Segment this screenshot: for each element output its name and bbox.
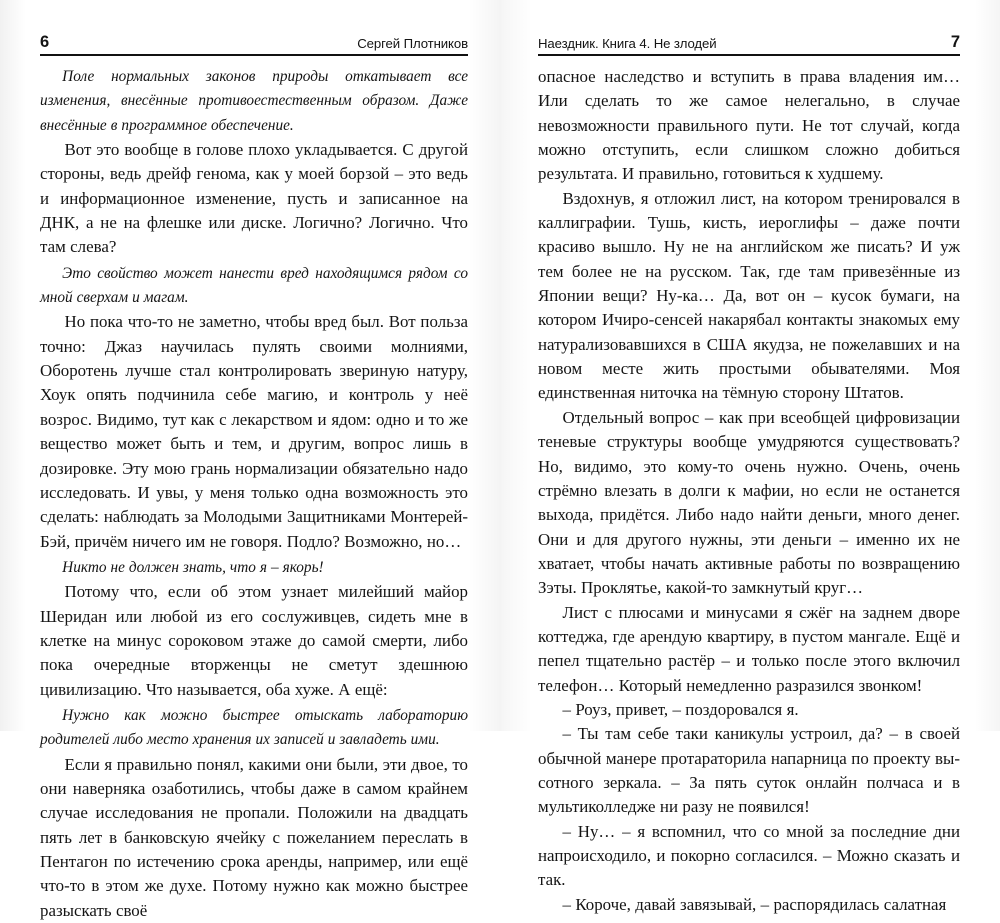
left-running-head	[40, 0, 468, 56]
left-page-body	[40, 56, 468, 923]
paragraph: Это свойство может нанести вред находящимся рядом со мной сверхам и магам.	[40, 264, 468, 307]
paragraph: Если я правильно понял, какими они были, эти двое, то они наверняка озаботились, чтобы даже в самом крайнем случае исследования не пропали. Положили на двадцать пять лет в банковскую ячейку с пожеланием переслать в Пентагон по истечению срока аренды, например, или ещё что-то в этом же духе. Потому нужно как можно быстрее разыскать своё	[40, 754, 468, 920]
paragraph: Лист с плюсами и минусами я сжёг на заднем дворе коттеджа, где арендую квартиру, в пустом мангале. Ещё и пепел тщательно растёр – и только после этого включил телефон… Который немедленно разразился звонком!	[538, 602, 960, 695]
right-page-folio: 7	[950, 32, 960, 51]
right-page	[500, 0, 1000, 914]
paragraph: Но пока что-то не заметно, чтобы вред был. Вот польза точно: Джаз научилась пулять своими молниями, Оборотень лучше стал контролировать звериную натуру, Хоук опять подчинила себе магию, и контроль у неё возрос. Видимо, тут как с лекарством и ядом: одно и то же вещество может быть и тем, и другим, вопрос лишь в дозировке. Эту мою грань нормализации обязательно надо исследовать. И увы, у меня только одна возможность это сделать: наблюдать за Молодыми Защитниками Монтерей-Бэй, причём ничего им не говоря. Подло? Возможно, но…	[40, 312, 468, 551]
paragraph: Никто не должен знать, что я – якорь!	[62, 558, 324, 576]
paragraph: опасное наследство и вступить в права владения им… Или сделать то же самое нелегально, в случае невозможности правильного пути. Не тот случай, когда можно отступить, если слишком сложно добиться результата. И правильно, готовиться к худшему.	[538, 67, 960, 184]
left-running-head-title: Сергей Плотников	[357, 35, 468, 51]
paragraph: – Ну… – я вспомнил, что со мной за последние дни напроисходило, и покорно согласился. – Можно сказать и так.	[538, 821, 960, 890]
paragraph: Вот это вообще в голове плохо укладывается. С другой стороны, ведь дрейф генома, как у моей борзой – это ведь и информационное изменение, пусть и записанное на ДНК, а не на флешке или диске. Логично? Логично. Что там слева?	[40, 140, 468, 257]
right-running-head-title: Наездник. Книга 4. Не злодей	[538, 35, 717, 51]
paragraph: Потому что, если об этом узнает милейший майор Шеридан или любой из его сослуживцев, сидеть мне в клетке на минус сороковом этаже до самой смерти, либо пока очередные вторженцы не сметут здешнюю цивилизацию. Что называется, оба хуже. А ещё:	[40, 582, 468, 699]
right-page-body	[538, 56, 960, 917]
paragraph: – Роуз, привет, – поздоровался я.	[562, 699, 799, 719]
left-page	[0, 0, 500, 920]
paragraph: – Короче, давай завязывай, – распорядилась салатная	[562, 894, 947, 914]
paragraph: Нужно как можно быстрее отыскать лабораторию родителей либо место хранения их записей и завладеть ими.	[40, 706, 468, 749]
paragraph: Вздохнув, я отложил лист, на котором тренировался в каллиграфии. Тушь, кисть, иероглифы – даже почти красиво вышло. Ну не на английском же писать? И уж тем более не на русском. Так, где там привезённые из Японии вещи? Ну-ка… Да, вот он – кусок бумаги, на котором Ичиро-сенсей накарябал контакты знакомых ему натурализовавшихся в США якудза, не пожелавших и на новом месте жить простыми обывателями. Моя единственная ниточка на тёмную сторону Штатов.	[538, 188, 960, 403]
paragraph: Отдельный вопрос – как при всеобщей цифровизации теневые структуры вообще умудряются существовать? Но, видимо, это кому-то очень нужно. Очень, очень стрёмно влезать в долги к мафии, но если не останется выхода, придётся. Либо надо найти деньги, много денег. Они и для другого нужны, эти деньги – именно их не хватает, чтобы начать активные работы по возвращению Зэты. Проклятье, какой-то замкнутый круг…	[538, 407, 960, 598]
paragraph: – Ты там себе таки каникулы устроил, да? – в своей обычной манере протараторила напарница по проекту высотного зеркала. – За пять суток онлайн полчаса и в мультиколледже ни разу не появился!	[538, 724, 960, 817]
paragraph: Поле нормальных законов природы откатывает все изменения, внесённые противоестественным образом. Даже внесённые в программное обеспечение.	[40, 68, 468, 134]
left-page-folio: 6	[40, 32, 50, 51]
right-running-head	[538, 0, 960, 56]
